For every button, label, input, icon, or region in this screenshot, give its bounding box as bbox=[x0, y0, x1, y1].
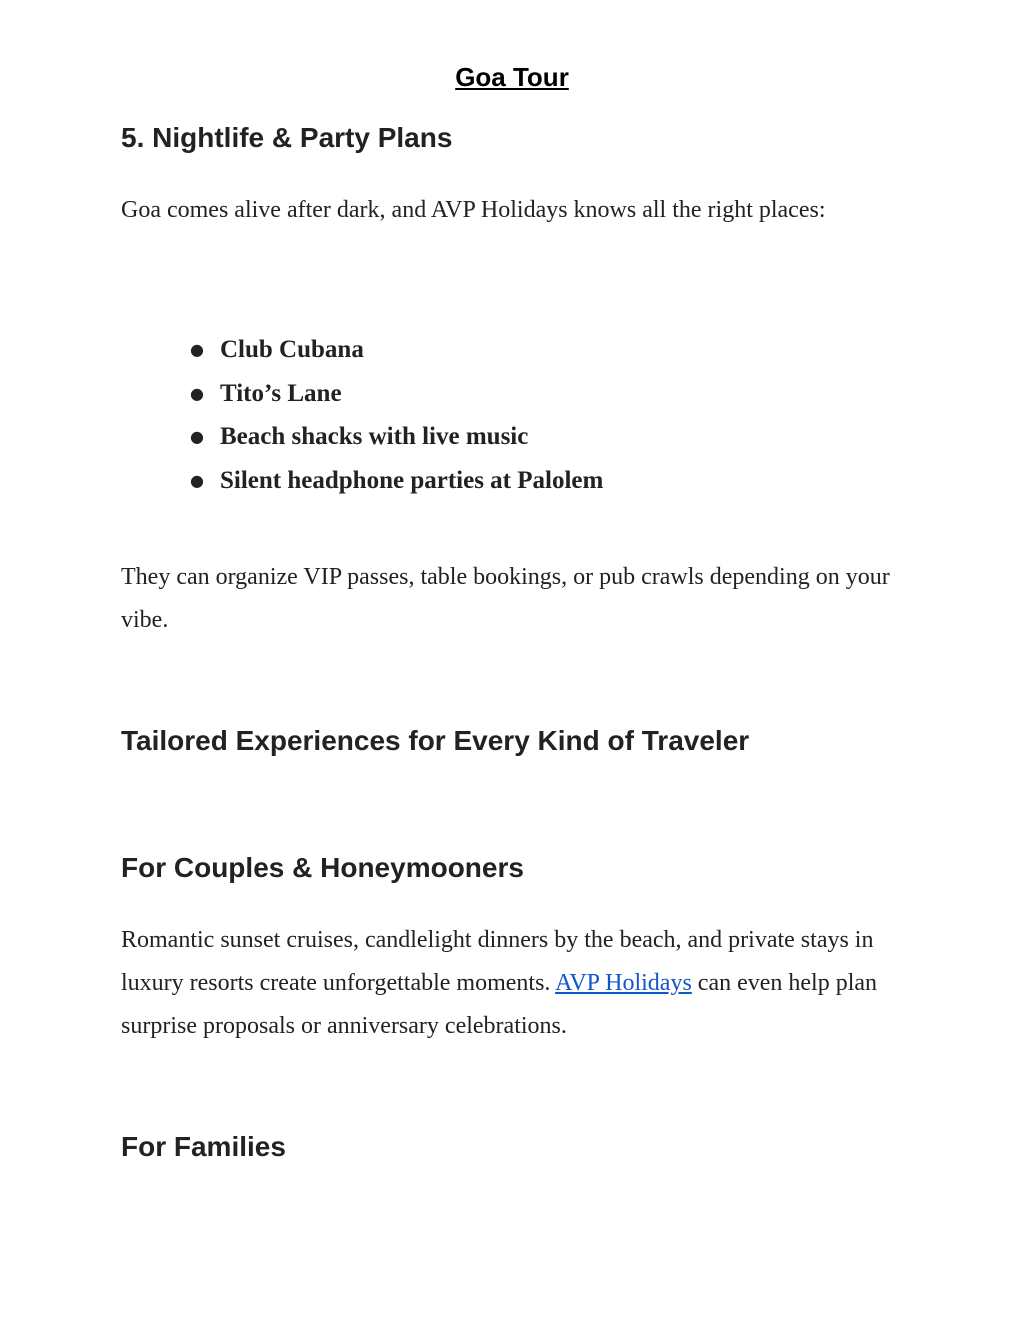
tailored-experiences-heading: Tailored Experiences for Every Kind of Traveler bbox=[121, 725, 750, 756]
document-title: Goa Tour bbox=[455, 62, 569, 92]
avp-holidays-link[interactable]: AVP Holidays bbox=[555, 970, 692, 996]
list-item bbox=[190, 459, 603, 503]
list-item bbox=[190, 415, 603, 459]
list-item-label: Beach shacks with live music bbox=[220, 423, 529, 450]
bullet-icon: ● bbox=[190, 427, 204, 446]
list-item bbox=[190, 372, 603, 416]
list-item bbox=[190, 328, 603, 372]
bullet-icon: ● bbox=[190, 470, 204, 490]
list-item-label: Tito’s Lane bbox=[220, 379, 342, 407]
couples-heading: For Couples & Honeymooners bbox=[121, 852, 524, 883]
couples-paragraph bbox=[121, 919, 911, 1048]
families-heading: For Families bbox=[121, 1131, 286, 1162]
list-item-label: Club Cubana bbox=[220, 336, 364, 363]
nightlife-outro-paragraph: They can organize VIP passes, table bookings, or pub crawls depending on your vibe. bbox=[121, 564, 890, 633]
bullet-icon: ● bbox=[190, 383, 204, 403]
list-item-label: Silent headphone parties at Palolem bbox=[220, 466, 604, 494]
couples-text-before-link: Romantic sunset cruises, candlelight dinners by the beach, and private stays in luxury resorts create unforgettable moments. bbox=[121, 927, 874, 996]
nightlife-venues-list bbox=[190, 328, 603, 502]
bullet-icon: ● bbox=[190, 340, 204, 359]
nightlife-heading: 5. Nightlife & Party Plans bbox=[121, 122, 453, 153]
nightlife-intro-paragraph: Goa comes alive after dark, and AVP Holidays knows all the right places: bbox=[121, 197, 826, 223]
couples-text-after-link: can even help plan surprise proposals or anniversary celebrations. bbox=[121, 970, 878, 1039]
